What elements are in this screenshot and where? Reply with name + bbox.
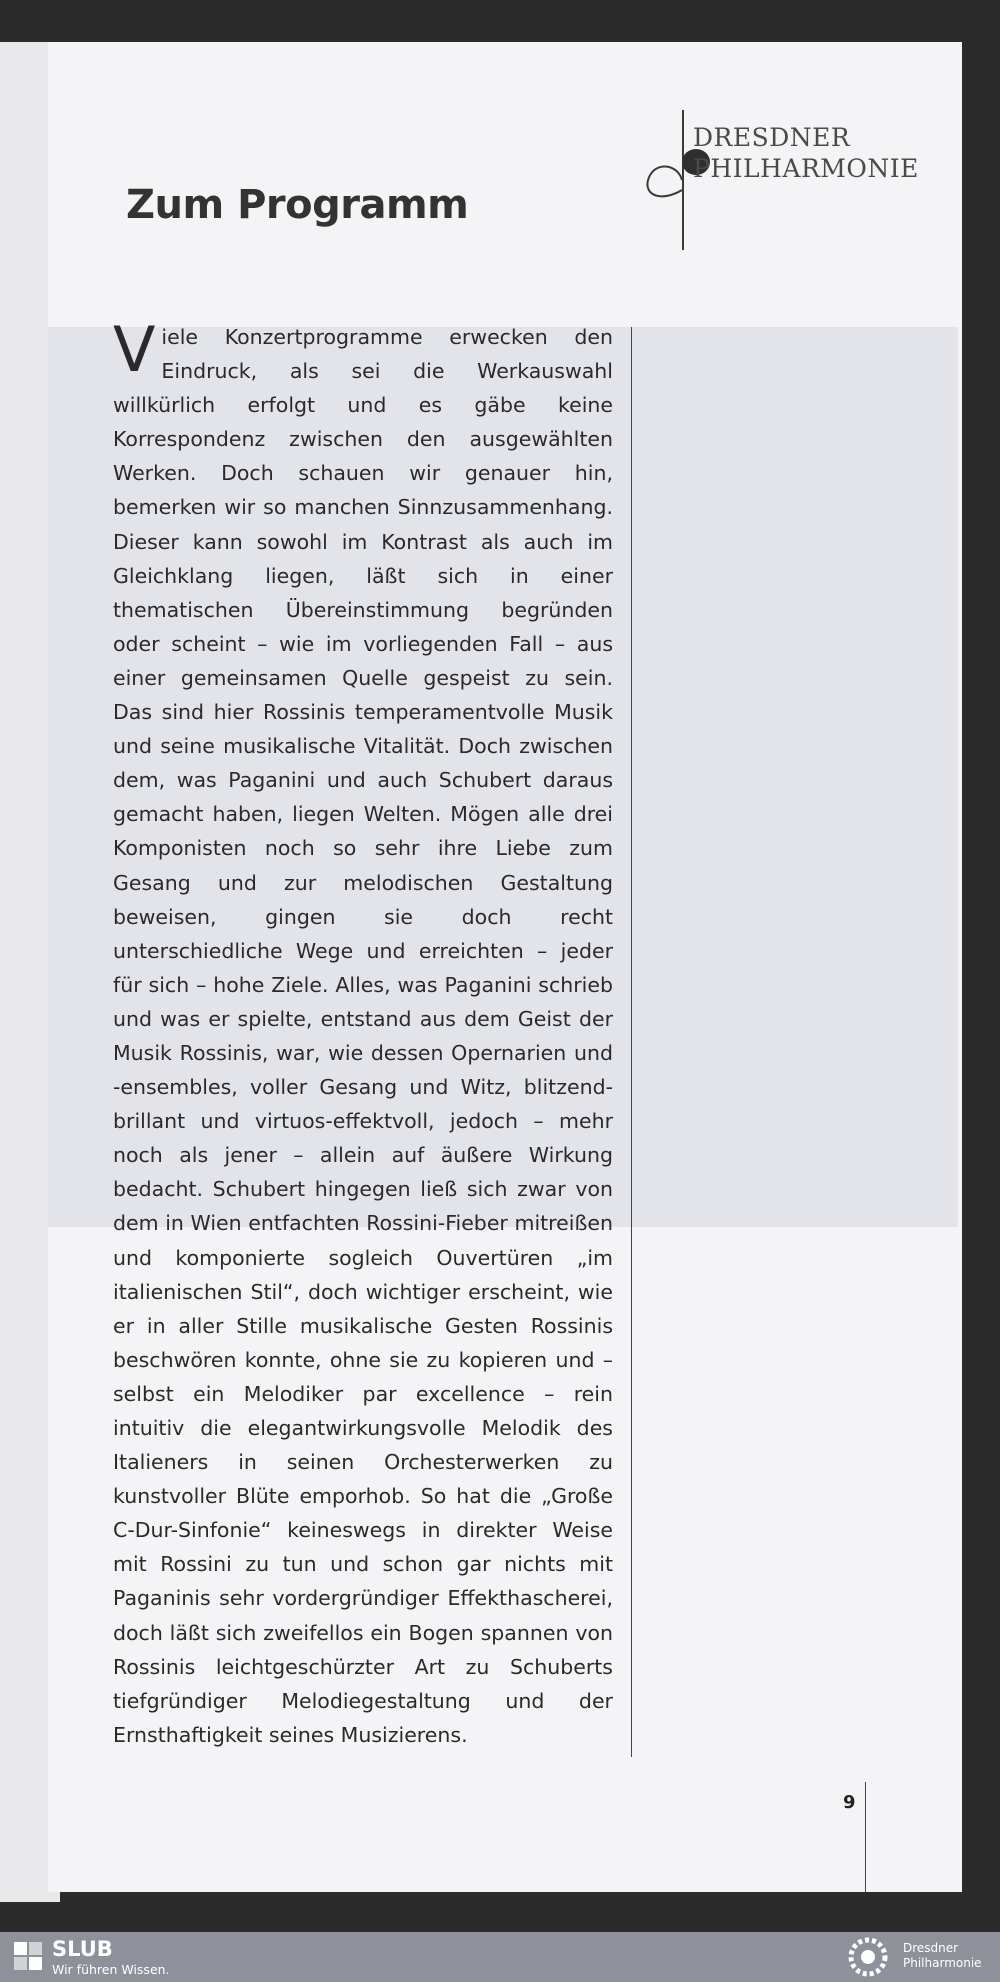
page-title: Zum Programm [126,182,469,228]
article-body [113,313,613,1752]
slub-logo-icon [12,1940,44,1972]
slub-name: SLUB [52,1937,113,1961]
footer-brand-line-1: Dresdner [903,1941,959,1955]
column-rule [631,327,632,1757]
footer-bar [0,1932,1000,1982]
philharmonie-seal-icon [843,1936,893,1978]
logo-line-1: DRESDNER [693,123,851,152]
page-number-rule [865,1782,866,1892]
page-number: 9 [843,1792,856,1813]
footer-brand-line-2: Philharmonie [903,1956,982,1970]
footer-brand [903,1941,982,1971]
logo-line-2: PHILHARMONIE [693,154,919,183]
brochure-page [48,42,962,1892]
drop-cap: V [113,313,156,386]
logo-wordmark [693,122,919,184]
article-text: iele Konzertprogramme erwecken den Eindruck, als sei die Werkauswahl willkürlich erfolgt und es gäbe keine Korrespondenz zwischen den ausgewählten Werken. Doch schauen wir genauer hin, bemerken wir so manchen Sinnzusammenhang. Dieser kann sowohl im Kontrast als auch im Gleichklang liegen, läßt sich in einer thematischen Übereinstimmung begründen oder scheint – wie im vorliegenden Fall – aus einer gemeinsamen Quelle gespeist zu sein. Das sind hier Rossinis temperamentvolle Musik und seine musikalische Vitalität. Doch zwischen dem, was Paganini und auch Schubert daraus gemacht haben, liegen Welten. Mögen alle drei Komponisten noch so sehr ihre Liebe zum Gesang und zur melodischen Gestaltung beweisen, gingen sie doch recht unterschiedliche Wege und erreichten – jeder für sich – hohe Ziele. Alles, was Paganini schrieb und was er spielte, entstand aus dem Geist der Musik Rossinis, war, wie dessen Opernarien und -ensembles, voller Gesang und Witz, blitzend-brillant und virtuos-effektvoll, jedoch – mehr noch als jener – allein auf äußere Wirkung bedacht. Schubert hingegen ließ sich zwar von dem in Wien entfachten Rossini-Fieber mitreißen und komponierte sogleich Ouvertüren „im italienischen Stil“, doch wichtiger erscheint, wie er in aller Stille musikalische Gesten Rossinis beschwören konnte, ohne sie zu kopieren und – selbst ein Melodiker par excellence – rein intuitiv die elegantwirkungsvolle Melodik des Italieners in seinen Orchesterwerken zu kunstvoller Blüte emporhob. So hat die „Große C-Dur-Sinfonie“ keineswegs in direkter Weise mit Rossini zu tun und schon gar nichts mit Paganinis sehr vordergründiger Effekthascherei, doch läßt sich zweifellos ein Bogen spannen von Rossinis leichtgeschürzter Art zu Schuberts tiefgründiger Melodiegestaltung und der Ernsthaftigkeit seines Musizierens. [113,325,613,1747]
slub-slogan: Wir führen Wissen. [52,1962,170,1977]
